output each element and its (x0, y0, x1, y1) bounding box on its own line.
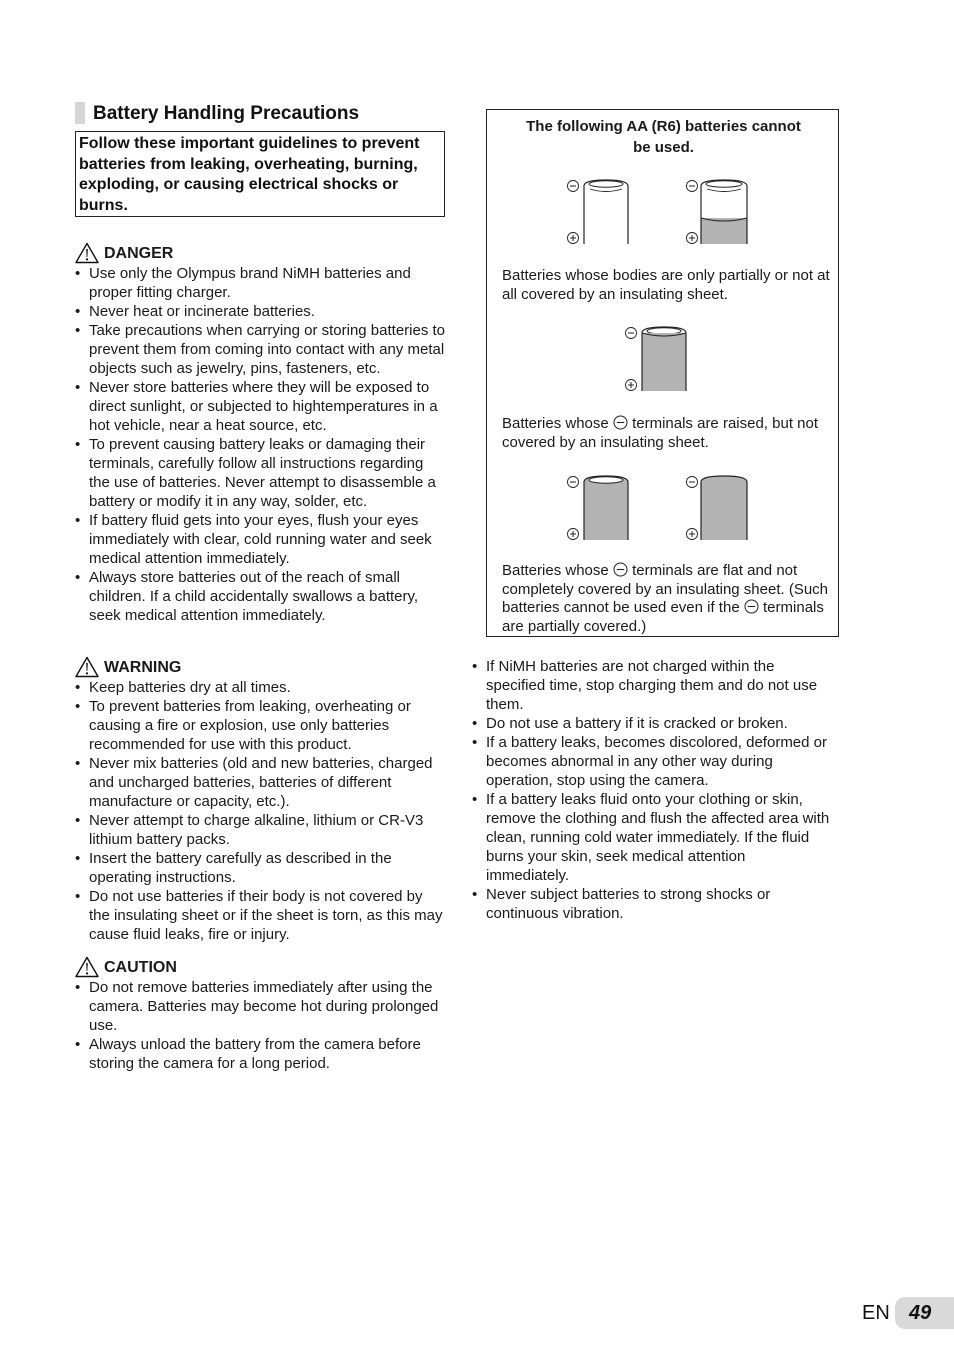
warning-triangle-icon (75, 656, 99, 678)
list-item: • Do not use batteries if their body is not covered by the insulating sheet or if the sheet is torn, as this may cause fluid leaks, fire or injury. (75, 887, 447, 944)
danger-heading: DANGER (104, 245, 174, 262)
list-item: • Never store batteries where they will be exposed to direct sunlight, or subjected to hightemperatures in a hot vehicle, near a heat source, etc. (75, 378, 447, 435)
battery-partially-covered-icon (562, 176, 642, 248)
list-item: • Insert the battery carefully as described in the operating instructions. (75, 849, 447, 887)
minus-terminal-icon (613, 415, 628, 430)
caution-section (75, 950, 447, 1073)
warning-section (75, 650, 447, 944)
battery-flat-terminal-icon (681, 472, 761, 544)
minus-terminal-icon (744, 599, 759, 614)
intro-box: Follow these important guidelines to prevent batteries from leaking, overheating, burning, exploding, or causing electrical shocks or burns. (75, 131, 445, 217)
caution-heading: CAUTION (104, 959, 177, 976)
unusable-batteries-box (486, 109, 839, 637)
warning-list (75, 678, 447, 944)
title-accent-bar (75, 102, 85, 124)
warning-heading: WARNING (104, 659, 182, 676)
battery-caption-1: Batteries whose bodies are only partially or not at all covered by an insulating sheet. (502, 267, 830, 303)
minus-terminal-icon (613, 562, 628, 577)
battery-caption-3: Batteries whose terminals are flat and not completely covered by an insulating sheet. (Such batteries cannot be used even if the terminals are partially covered.) (502, 562, 829, 635)
list-item: • Keep batteries dry at all times. (75, 678, 447, 697)
list-item: • Use only the Olympus brand NiMH batteries and proper fitting charger. (75, 264, 447, 302)
list-item: • Do not remove batteries immediately after using the camera. Batteries may become hot during prolonged use. (75, 978, 447, 1035)
list-item: • Always unload the battery from the camera before storing the camera for a long period. (75, 1035, 447, 1073)
list-item: • If a battery leaks fluid onto your clothing or skin, remove the clothing and flush the affected area with clean, running cold water immediately. If the fluid burns your skin, seek medical attention immediately. (472, 790, 832, 885)
list-item: • Never attempt to charge alkaline, lithium or CR-V3 lithium battery packs. (75, 811, 447, 849)
right-list (472, 657, 832, 923)
battery-box-title: The following AA (R6) batteries cannot be used. (526, 118, 801, 156)
warning-triangle-icon (75, 242, 99, 264)
battery-caption-2: Batteries whose terminals are raised, but not covered by an insulating sheet. (502, 415, 819, 451)
danger-list (75, 264, 447, 625)
list-item: • Never heat or incinerate batteries. (75, 302, 447, 321)
list-item: • Take precautions when carrying or storing batteries to prevent them from coming into contact with any metal objects such as jewelry, pins, fasteners, etc. (75, 321, 447, 378)
warning-triangle-icon (75, 956, 99, 978)
list-item: • If battery fluid gets into your eyes, flush your eyes immediately with clear, cold running water and seek medical attention immediately. (75, 511, 447, 568)
battery-raised-terminal-icon (620, 323, 700, 395)
caution-list (75, 978, 447, 1073)
battery-flat-terminal-icon (562, 472, 642, 544)
list-item: • To prevent causing battery leaks or damaging their terminals, carefully follow all instructions regarding the use of batteries. Never attempt to disassemble a battery or modify it in any way, solder, etc. (75, 435, 447, 511)
list-item: • Never subject batteries to strong shocks or continuous vibration. (472, 885, 832, 923)
list-item: • Always store batteries out of the reach of small children. If a child accidentally swallows a battery, seek medical attention immediately. (75, 568, 447, 625)
list-item: • If a battery leaks, becomes discolored, deformed or becomes abnormal in any other way during operation, stop using the camera. (472, 733, 832, 790)
list-item: • If NiMH batteries are not charged within the specified time, stop charging them and do not use them. (472, 657, 832, 714)
list-item: • To prevent batteries from leaking, overheating or causing a fire or explosion, use only batteries recommended for use with this product. (75, 697, 447, 754)
page-number: 49 (909, 1302, 932, 1324)
danger-section (75, 236, 447, 625)
battery-partially-covered-icon (681, 176, 761, 248)
language-label: EN (862, 1302, 890, 1324)
page-title: Battery Handling Precautions (93, 103, 360, 124)
list-item: • Never mix batteries (old and new batteries, charged and uncharged batteries, batteries of different manufacture or capacity, etc.). (75, 754, 447, 811)
right-precautions (472, 657, 832, 923)
list-item: • Do not use a battery if it is cracked or broken. (472, 714, 832, 733)
